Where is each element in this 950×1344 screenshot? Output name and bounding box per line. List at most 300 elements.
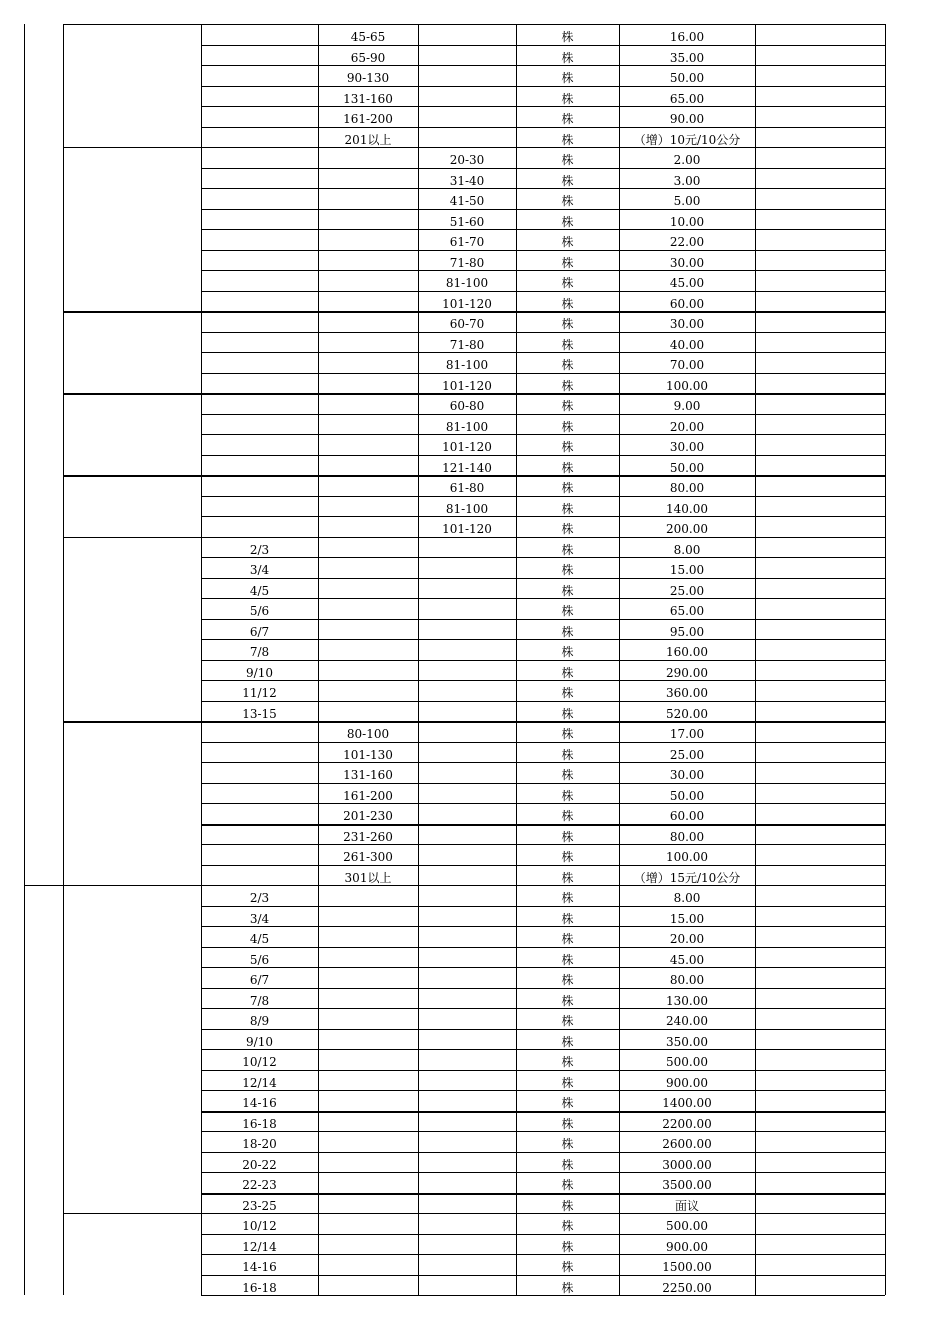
cell-remarks (755, 578, 885, 598)
group-label (64, 885, 201, 1213)
cell-remarks (755, 496, 885, 516)
cell-price: 350.00 (666, 1034, 708, 1049)
cell-price: 500.00 (666, 1219, 708, 1233)
cell-price: 100.00 (666, 378, 708, 393)
cell-spec-b (318, 188, 418, 208)
cell-unit: 株 (561, 665, 574, 680)
cell-remarks (755, 783, 885, 803)
group-label (64, 311, 201, 393)
cell-remarks (755, 865, 885, 885)
cell-spec-b (318, 475, 418, 495)
cell-spec-c (418, 24, 516, 44)
cell-remarks (755, 475, 885, 495)
cell-spec-c: 61-80 (449, 481, 485, 495)
cell-spec-c: 60-80 (449, 399, 485, 413)
cell-unit: 株 (561, 788, 574, 803)
cell-remarks (755, 660, 885, 680)
cell-remarks (755, 86, 885, 106)
cell-unit: 株 (561, 1096, 574, 1110)
cell-spec-a: 23-25 (242, 1198, 277, 1213)
cell-spec-c (418, 127, 516, 147)
cell-spec-c (418, 1275, 516, 1295)
cell-spec-b (318, 988, 418, 1008)
cell-remarks (755, 1049, 885, 1069)
cell-remarks (755, 906, 885, 926)
cell-spec-b: 231-260 (343, 829, 393, 844)
cell-spec-a: 6/7 (249, 973, 270, 987)
cell-spec-c (418, 639, 516, 659)
cell-spec-a (201, 209, 318, 229)
cell-spec-c: 121-140 (442, 460, 492, 475)
cell-remarks (755, 393, 885, 413)
cell-spec-c: 20-30 (449, 153, 485, 167)
cell-spec-b (318, 332, 418, 352)
cell-spec-a: 8/9 (249, 1014, 270, 1028)
cell-remarks (755, 168, 885, 188)
cell-spec-a (201, 742, 318, 762)
cell-spec-b (318, 619, 418, 639)
cell-remarks (755, 332, 885, 352)
cell-spec-c: 81-100 (445, 358, 489, 372)
cell-price: 20.00 (669, 932, 705, 946)
cell-unit: 株 (561, 1239, 574, 1254)
cell-price: 20.00 (669, 419, 705, 434)
cell-spec-a: 5/6 (249, 604, 270, 618)
cell-remarks (755, 1029, 885, 1049)
cell-spec-b (318, 1111, 418, 1131)
cell-price: 30.00 (669, 440, 705, 454)
cell-remarks (755, 1172, 885, 1192)
cell-spec-c: 51-60 (449, 214, 485, 229)
cell-price: 2.00 (673, 153, 701, 167)
cell-spec-a (201, 311, 318, 331)
cell-spec-c (418, 844, 516, 864)
cell-spec-c: 71-80 (449, 255, 485, 270)
cell-remarks (755, 1254, 885, 1274)
cell-spec-b (318, 1070, 418, 1090)
cell-spec-a (201, 332, 318, 352)
cell-unit: 株 (561, 542, 574, 557)
cell-spec-c (418, 1152, 516, 1172)
cell-spec-c (418, 660, 516, 680)
cell-unit: 株 (561, 337, 574, 352)
cell-spec-c (418, 1070, 516, 1090)
cell-remarks (755, 926, 885, 946)
cell-spec-b (318, 168, 418, 188)
cell-spec-a (201, 188, 318, 208)
cell-spec-c: 101-120 (442, 522, 492, 536)
cell-spec-b (318, 250, 418, 270)
cell-unit: 株 (561, 1034, 574, 1049)
cell-price: 面议 (674, 1198, 699, 1213)
cell-spec-a (201, 127, 318, 147)
cell-remarks (755, 24, 885, 44)
cell-spec-b: 90-130 (346, 71, 390, 85)
cell-price: 60.00 (669, 809, 705, 823)
cell-remarks (755, 434, 885, 454)
cell-spec-c (418, 783, 516, 803)
cell-spec-b (318, 434, 418, 454)
cell-remarks (755, 311, 885, 331)
cell-spec-c (418, 1131, 516, 1151)
cell-spec-b: 131-160 (343, 768, 393, 782)
cell-unit: 株 (561, 870, 574, 885)
cell-remarks (755, 537, 885, 557)
cell-spec-b (318, 414, 418, 434)
cell-price: 360.00 (666, 686, 708, 700)
cell-spec-b (318, 270, 418, 290)
cell-spec-c (418, 824, 516, 844)
cell-spec-c (418, 926, 516, 946)
cell-remarks (755, 1193, 885, 1213)
cell-remarks (755, 742, 885, 762)
cell-spec-a: 20-22 (242, 1157, 277, 1172)
cell-remarks (755, 127, 885, 147)
cell-spec-a: 7/8 (249, 645, 270, 659)
cell-spec-a (201, 373, 318, 393)
cell-unit: 株 (561, 583, 574, 598)
cell-price: 40.00 (669, 337, 705, 352)
cell-spec-c: 31-40 (449, 173, 485, 188)
cell-spec-a (201, 496, 318, 516)
cell-spec-c (418, 1049, 516, 1069)
cell-spec-b: 201-230 (343, 809, 393, 823)
group-label (64, 1213, 201, 1295)
cell-price: 1400.00 (662, 1096, 712, 1110)
cell-spec-b (318, 516, 418, 536)
cell-remarks (755, 516, 885, 536)
cell-remarks (755, 209, 885, 229)
cell-spec-a: 12/14 (242, 1075, 277, 1090)
cell-spec-c (418, 701, 516, 721)
cell-spec-a: 9/10 (246, 1034, 273, 1049)
cell-unit: 株 (561, 30, 574, 44)
cell-spec-b (318, 1090, 418, 1110)
cell-spec-b (318, 967, 418, 987)
cell-spec-c (418, 619, 516, 639)
cell-remarks (755, 229, 885, 249)
cell-spec-a (201, 168, 318, 188)
group-label (64, 393, 201, 475)
cell-spec-a: 10/12 (242, 1055, 277, 1069)
cell-spec-b (318, 598, 418, 618)
cell-spec-c (418, 86, 516, 106)
cell-price: 30.00 (669, 255, 705, 270)
cell-spec-c: 101-120 (442, 296, 492, 311)
cell-unit: 株 (561, 624, 574, 639)
cell-remarks (755, 291, 885, 311)
cell-unit: 株 (561, 727, 574, 741)
cell-spec-b (318, 496, 418, 516)
cell-price: 140.00 (666, 501, 708, 516)
cell-spec-c (418, 865, 516, 885)
cell-price: 30.00 (669, 317, 705, 331)
cell-spec-b (318, 1172, 418, 1192)
cell-spec-a: 3/4 (249, 911, 270, 926)
cell-spec-a (201, 65, 318, 85)
cell-remarks (755, 188, 885, 208)
cell-spec-a (201, 721, 318, 741)
cell-remarks (755, 947, 885, 967)
cell-price: 15.00 (669, 563, 705, 577)
cell-unit: 株 (561, 460, 574, 475)
cell-remarks (755, 373, 885, 393)
cell-price: 25.00 (669, 747, 705, 762)
cell-unit: 株 (561, 50, 574, 65)
cell-unit: 株 (561, 153, 574, 167)
cell-price: 70.00 (669, 358, 705, 372)
cell-spec-c: 41-50 (449, 194, 485, 208)
group-label (64, 24, 201, 147)
cell-unit: 株 (561, 132, 574, 147)
cell-spec-b (318, 537, 418, 557)
cell-spec-a: 11/12 (242, 686, 277, 700)
cell-unit: 株 (561, 1280, 574, 1295)
cell-unit: 株 (561, 747, 574, 762)
cell-remarks (755, 803, 885, 823)
cell-spec-b (318, 1131, 418, 1151)
cell-remarks (755, 352, 885, 372)
cell-remarks (755, 639, 885, 659)
cell-spec-a (201, 434, 318, 454)
cell-spec-c (418, 742, 516, 762)
cell-spec-a: 12/14 (242, 1239, 277, 1254)
cell-unit: 株 (561, 235, 574, 249)
cell-price: 90.00 (669, 112, 705, 126)
cell-unit: 株 (561, 932, 574, 946)
cell-unit: 株 (561, 768, 574, 782)
cell-price: 5.00 (673, 194, 701, 208)
cell-unit: 株 (561, 829, 574, 844)
cell-unit: 株 (561, 1055, 574, 1069)
cell-remarks (755, 65, 885, 85)
cell-spec-a: 9/10 (246, 665, 273, 680)
cell-unit: 株 (561, 255, 574, 270)
cell-unit: 株 (561, 1260, 574, 1274)
cell-unit: 株 (561, 194, 574, 208)
cell-spec-b (318, 1152, 418, 1172)
cell-remarks (755, 455, 885, 475)
cell-spec-c (418, 578, 516, 598)
cell-spec-b (318, 701, 418, 721)
cell-price: 160.00 (666, 645, 708, 659)
cell-spec-b (318, 1193, 418, 1213)
group-label (64, 721, 201, 885)
cell-spec-b (318, 352, 418, 372)
cell-price: 130.00 (666, 993, 708, 1008)
cell-spec-b (318, 885, 418, 905)
cell-unit: 株 (561, 1178, 574, 1192)
cell-unit: 株 (561, 686, 574, 700)
cell-unit: 株 (561, 358, 574, 372)
cell-price: 22.00 (669, 235, 705, 249)
cell-spec-c: 71-80 (449, 337, 485, 352)
cell-spec-c: 81-100 (445, 276, 489, 290)
cell-unit: 株 (561, 850, 574, 864)
cell-unit: 株 (561, 973, 574, 987)
cell-price: 80.00 (669, 829, 705, 844)
cell-spec-b (318, 209, 418, 229)
cell-spec-a: 6/7 (249, 624, 270, 639)
cell-spec-b (318, 147, 418, 167)
cell-spec-c: 101-120 (442, 378, 492, 393)
cell-spec-a (201, 516, 318, 536)
cell-price: 95.00 (669, 624, 705, 639)
cell-spec-a: 2/3 (249, 542, 270, 557)
cell-remarks (755, 701, 885, 721)
cell-unit: 株 (561, 1198, 574, 1213)
cell-price: 80.00 (669, 973, 705, 987)
cell-unit: 株 (561, 1219, 574, 1233)
cell-price: 50.00 (669, 71, 705, 85)
cell-price: 1500.00 (662, 1260, 712, 1274)
cell-remarks (755, 824, 885, 844)
cell-spec-a (201, 291, 318, 311)
cell-price: 65.00 (669, 91, 705, 106)
cell-remarks (755, 967, 885, 987)
cell-spec-a (201, 393, 318, 413)
cell-spec-c (418, 1193, 516, 1213)
cell-spec-c (418, 721, 516, 741)
cell-remarks (755, 270, 885, 290)
cell-spec-a: 13-15 (242, 706, 277, 721)
cell-spec-c (418, 106, 516, 126)
cell-spec-b (318, 1275, 418, 1295)
cell-unit: 株 (561, 911, 574, 926)
cell-spec-c: 81-100 (445, 419, 489, 434)
cell-unit: 株 (561, 563, 574, 577)
cell-remarks (755, 147, 885, 167)
cell-spec-a: 14-16 (242, 1260, 277, 1274)
cell-unit: 株 (561, 296, 574, 311)
cell-spec-c (418, 803, 516, 823)
cell-remarks (755, 1008, 885, 1028)
cell-spec-a (201, 475, 318, 495)
cell-spec-b (318, 311, 418, 331)
cell-price: 60.00 (669, 296, 705, 311)
cell-spec-a (201, 824, 318, 844)
cell-price: 25.00 (669, 583, 705, 598)
cell-unit: 株 (561, 645, 574, 659)
cell-unit: 株 (561, 1014, 574, 1028)
cell-spec-c (418, 680, 516, 700)
cell-spec-b: 301以上 (344, 870, 392, 885)
cell-spec-b (318, 680, 418, 700)
cell-price: 15.00 (669, 911, 705, 926)
cell-spec-b (318, 578, 418, 598)
cell-remarks (755, 250, 885, 270)
cell-spec-b: 261-300 (343, 850, 393, 864)
cell-unit: 株 (561, 317, 574, 331)
cell-spec-a: 5/6 (249, 952, 270, 967)
cell-price: 50.00 (669, 788, 705, 803)
cell-spec-c (418, 1213, 516, 1233)
section-divider (24, 885, 64, 886)
cell-spec-a (201, 45, 318, 65)
cell-unit: 株 (561, 399, 574, 413)
cell-spec-a (201, 229, 318, 249)
cell-unit: 株 (561, 276, 574, 290)
cell-price: 17.00 (669, 727, 705, 741)
cell-price: 3000.00 (662, 1157, 712, 1172)
cell-price: 80.00 (669, 481, 705, 495)
cell-spec-b: 161-200 (343, 788, 393, 803)
column-border (885, 24, 886, 1295)
cell-spec-b (318, 906, 418, 926)
cell-spec-a: 7/8 (249, 993, 270, 1008)
cell-price: 900.00 (666, 1075, 708, 1090)
cell-spec-c (418, 557, 516, 577)
cell-remarks (755, 988, 885, 1008)
cell-spec-b (318, 455, 418, 475)
cell-remarks (755, 45, 885, 65)
cell-remarks (755, 557, 885, 577)
cell-spec-a: 22-23 (242, 1178, 277, 1192)
cell-remarks (755, 721, 885, 741)
cell-unit: 株 (561, 173, 574, 188)
cell-unit: 株 (561, 1116, 574, 1131)
cell-spec-c (418, 1234, 516, 1254)
cell-spec-a (201, 250, 318, 270)
cell-price: 520.00 (666, 706, 708, 721)
cell-spec-c (418, 1090, 516, 1110)
cell-spec-a (201, 352, 318, 372)
cell-spec-b (318, 1234, 418, 1254)
cell-remarks (755, 1213, 885, 1233)
outer-left-border (24, 24, 25, 1295)
cell-spec-a (201, 270, 318, 290)
cell-price: 3500.00 (662, 1178, 712, 1192)
cell-price: 65.00 (669, 604, 705, 618)
cell-unit: 株 (561, 378, 574, 393)
cell-price: 35.00 (669, 50, 705, 65)
cell-remarks (755, 1090, 885, 1110)
cell-spec-b: 80-100 (346, 727, 390, 741)
cell-spec-b (318, 557, 418, 577)
cell-unit: 株 (561, 440, 574, 454)
cell-unit: 株 (561, 71, 574, 85)
cell-spec-c: 61-70 (449, 235, 485, 249)
cell-spec-c (418, 1172, 516, 1192)
cell-spec-c: 101-120 (442, 440, 492, 454)
cell-spec-a (201, 147, 318, 167)
cell-spec-a: 14-16 (242, 1096, 277, 1110)
cell-spec-b (318, 229, 418, 249)
cell-spec-a (201, 414, 318, 434)
cell-remarks (755, 1111, 885, 1131)
cell-price: 3.00 (673, 173, 701, 188)
cell-remarks (755, 1131, 885, 1151)
cell-spec-c (418, 906, 516, 926)
cell-spec-b (318, 1213, 418, 1233)
cell-spec-b (318, 1049, 418, 1069)
cell-price: 900.00 (666, 1239, 708, 1254)
cell-price: 100.00 (666, 850, 708, 864)
cell-spec-a (201, 24, 318, 44)
cell-price: 45.00 (669, 276, 705, 290)
cell-spec-a (201, 106, 318, 126)
cell-spec-b (318, 1029, 418, 1049)
table-bottom-border (201, 1295, 885, 1296)
cell-spec-c: 81-100 (445, 501, 489, 516)
cell-remarks (755, 619, 885, 639)
cell-price: 8.00 (673, 542, 701, 557)
cell-price: 45.00 (669, 952, 705, 967)
cell-unit: 株 (561, 91, 574, 106)
cell-spec-a (201, 865, 318, 885)
cell-remarks (755, 1070, 885, 1090)
cell-unit: 株 (561, 891, 574, 905)
